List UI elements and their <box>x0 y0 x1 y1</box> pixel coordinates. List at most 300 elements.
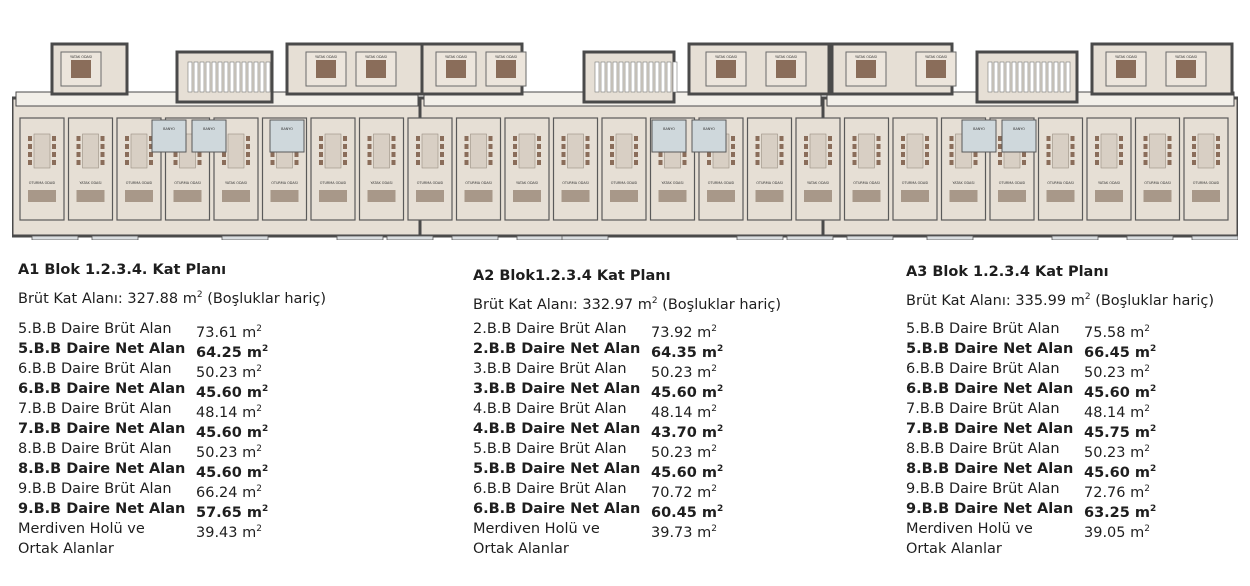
apartment-room <box>796 118 840 220</box>
room-label: YATAK ODASI <box>370 181 393 185</box>
stair-step <box>218 62 222 92</box>
balcony <box>517 236 563 240</box>
room-label: YATAK ODASI <box>925 55 947 59</box>
chair-icon <box>101 160 105 165</box>
chair-icon <box>246 160 250 165</box>
chair-icon <box>610 144 614 149</box>
bathroom <box>652 120 686 152</box>
room-label: YATAK ODASI <box>516 181 538 185</box>
chair-icon <box>52 152 56 157</box>
room-label: BANYO <box>281 127 293 131</box>
gross-area-row <box>473 319 781 339</box>
table-icon <box>616 134 632 168</box>
sofa-icon <box>465 190 493 202</box>
chair-icon <box>780 152 784 157</box>
sofa-icon <box>125 190 153 202</box>
room-label: YATAK ODASI <box>952 181 975 185</box>
block-title: A2 Blok1.2.3.4 Kat Planı <box>473 268 671 284</box>
block-title: A3 Blok 1.2.3.4 Kat Planı <box>906 264 1109 280</box>
area-label: 6.B.B Daire Brüt Alan <box>473 480 627 497</box>
chair-icon <box>853 160 857 165</box>
area-value: 60.45 $m^2$ <box>651 503 724 521</box>
table-icon <box>83 134 99 168</box>
chair-icon <box>1095 152 1099 157</box>
chair-icon <box>343 160 347 165</box>
net-area-row <box>473 459 781 479</box>
net-area-row <box>18 419 326 439</box>
sofa-icon <box>804 190 832 202</box>
stair-step <box>637 62 641 92</box>
stair-step <box>242 62 246 92</box>
chair-icon <box>465 160 469 165</box>
chair-icon <box>1071 144 1075 149</box>
room-label: OTURMA ODASI <box>125 181 153 185</box>
chair-icon <box>1047 152 1051 157</box>
area-value: 50.23 $m^2$ <box>1084 363 1150 381</box>
table-icon <box>1198 134 1214 168</box>
room-label: OTURMA ODASI <box>319 181 347 185</box>
gross-area-row <box>906 439 1214 459</box>
table-icon <box>810 134 826 168</box>
chair-icon <box>513 136 517 141</box>
room-label: YATAK ODASI <box>445 55 467 59</box>
chair-icon <box>440 160 444 165</box>
stair-step <box>212 62 216 92</box>
stair-step <box>266 62 270 92</box>
net-area-row <box>473 419 781 439</box>
stair-step <box>248 62 252 92</box>
sofa-icon <box>174 190 202 202</box>
stair-step <box>1024 62 1028 92</box>
area-label: 9.B.B Daire Brüt Alan <box>906 480 1060 497</box>
chair-icon <box>780 160 784 165</box>
sofa-icon <box>1095 190 1123 202</box>
chair-icon <box>950 152 954 157</box>
area-value: 39.43 $m^2$ <box>196 523 262 541</box>
apartment-room <box>893 118 937 220</box>
chair-icon <box>319 160 323 165</box>
sofa-icon <box>416 190 444 202</box>
stair-step <box>230 62 234 92</box>
stair-step <box>1012 62 1016 92</box>
stair-step <box>631 62 635 92</box>
area-label: 9.B.B Daire Net Alan <box>906 500 1074 517</box>
area-label: 8.B.B Daire Net Alan <box>18 460 186 477</box>
stair-step <box>619 62 623 92</box>
chair-icon <box>804 144 808 149</box>
area-value: 43.70 $m^2$ <box>651 423 724 441</box>
chair-icon <box>1192 144 1196 149</box>
table-icon <box>131 134 147 168</box>
chair-icon <box>368 136 372 141</box>
chair-icon <box>28 152 32 157</box>
chair-icon <box>877 144 881 149</box>
chair-icon <box>586 144 590 149</box>
chair-icon <box>901 144 905 149</box>
sofa-icon <box>998 190 1026 202</box>
area-label: 3.B.B Daire Brüt Alan <box>473 360 627 377</box>
balcony <box>452 236 498 240</box>
block-a1-info <box>18 262 326 559</box>
area-label: 7.B.B Daire Brüt Alan <box>906 400 1060 417</box>
area-value: 73.92 $m^2$ <box>651 323 717 341</box>
chair-icon <box>465 136 469 141</box>
chair-icon <box>1119 144 1123 149</box>
chair-icon <box>659 160 663 165</box>
chair-icon <box>1216 160 1220 165</box>
chair-icon <box>586 136 590 141</box>
area-value: 50.23 $m^2$ <box>1084 443 1150 461</box>
stair-step <box>200 62 204 92</box>
bed-icon <box>716 60 736 78</box>
sofa-icon <box>901 190 929 202</box>
chair-icon <box>1192 160 1196 165</box>
chair-icon <box>416 152 420 157</box>
apartment-room <box>1039 118 1083 220</box>
chair-icon <box>998 160 1002 165</box>
area-value: 45.60 $m^2$ <box>651 383 724 401</box>
gross-area-row <box>18 319 326 339</box>
chair-icon <box>756 160 760 165</box>
room-label: YATAK ODASI <box>79 181 102 185</box>
room-label: OTURMA ODASI <box>465 181 492 185</box>
chair-icon <box>998 136 1002 141</box>
chair-icon <box>731 144 735 149</box>
chair-icon <box>634 136 638 141</box>
stair-step <box>607 62 611 92</box>
chair-icon <box>440 152 444 157</box>
stair-step <box>206 62 210 92</box>
area-label: Merdiven Holü ve Ortak Alanlar <box>473 520 600 557</box>
room-label: OTURMA ODASI <box>853 181 880 185</box>
stair-step <box>655 62 659 92</box>
chair-icon <box>489 144 493 149</box>
stair-step <box>625 62 629 92</box>
chair-icon <box>174 152 178 157</box>
table-icon <box>568 134 584 168</box>
chair-icon <box>319 144 323 149</box>
area-value: 48.14 $m^2$ <box>1084 403 1150 421</box>
room-label: YATAK ODASI <box>855 55 877 59</box>
chair-icon <box>198 160 202 165</box>
net-area-row <box>18 339 326 359</box>
area-label: 7.B.B Daire Net Alan <box>18 420 186 437</box>
apartment-room <box>20 118 64 220</box>
area-label: 6.B.B Daire Brüt Alan <box>18 360 172 377</box>
chair-icon <box>659 152 663 157</box>
chair-icon <box>174 160 178 165</box>
net-area-row <box>906 339 1214 359</box>
chair-icon <box>1071 136 1075 141</box>
chair-icon <box>489 152 493 157</box>
sofa-icon <box>319 190 347 202</box>
area-label: 2.B.B Daire Net Alan <box>473 340 641 357</box>
room-label: OTURMA ODASI <box>174 181 201 185</box>
net-area-row <box>906 379 1214 399</box>
chair-icon <box>416 160 420 165</box>
sofa-icon <box>1192 190 1220 202</box>
gross-area-row <box>18 439 326 459</box>
chair-icon <box>950 144 954 149</box>
chair-icon <box>392 152 396 157</box>
common-area-row <box>18 519 326 559</box>
area-label: 4.B.B Daire Net Alan <box>473 420 641 437</box>
chair-icon <box>125 144 129 149</box>
balcony <box>847 236 893 240</box>
area-value: 48.14 $m^2$ <box>651 403 717 421</box>
chair-icon <box>392 160 396 165</box>
table-icon <box>422 134 438 168</box>
area-label: 6.B.B Daire Brüt Alan <box>906 360 1060 377</box>
sofa-icon <box>222 190 250 202</box>
room-label: YATAK ODASI <box>225 181 247 185</box>
room-label: BANYO <box>703 127 715 131</box>
table-icon <box>1053 134 1069 168</box>
bathroom <box>1002 120 1036 152</box>
sofa-icon <box>707 190 735 202</box>
chair-icon <box>925 136 929 141</box>
chair-icon <box>756 144 760 149</box>
balcony <box>92 236 138 240</box>
table-icon <box>374 134 390 168</box>
net-area-row <box>18 459 326 479</box>
chair-icon <box>925 144 929 149</box>
area-value: 50.23 $m^2$ <box>196 443 262 461</box>
gross-area-row <box>906 359 1214 379</box>
area-label: 8.B.B Daire Brüt Alan <box>18 440 172 457</box>
chair-icon <box>853 136 857 141</box>
table-icon <box>519 134 535 168</box>
chair-icon <box>610 136 614 141</box>
chair-icon <box>634 152 638 157</box>
stair-step <box>649 62 653 92</box>
balcony <box>222 236 268 240</box>
chair-icon <box>537 144 541 149</box>
table-icon <box>907 134 923 168</box>
stair-step <box>188 62 192 92</box>
stair-step <box>254 62 258 92</box>
sofa-icon <box>28 190 56 202</box>
chair-icon <box>52 136 56 141</box>
area-value: 48.14 $m^2$ <box>196 403 262 421</box>
sofa-icon <box>513 190 541 202</box>
stair-step <box>1066 62 1070 92</box>
chair-icon <box>1168 152 1172 157</box>
chair-icon <box>125 152 129 157</box>
balcony <box>927 236 973 240</box>
room-label: OTURMA ODASI <box>707 181 735 185</box>
balcony <box>1052 236 1098 240</box>
sofa-icon <box>853 190 881 202</box>
chair-icon <box>828 160 832 165</box>
chair-icon <box>343 136 347 141</box>
chair-icon <box>52 144 56 149</box>
area-label: 9.B.B Daire Brüt Alan <box>18 480 172 497</box>
room-label: YATAK ODASI <box>495 55 517 59</box>
stair-step <box>1036 62 1040 92</box>
sofa-icon <box>1144 190 1172 202</box>
apartment-room <box>602 118 646 220</box>
chair-icon <box>416 144 420 149</box>
area-label: Merdiven Holü ve Ortak Alanlar <box>18 520 145 557</box>
stair-step <box>194 62 198 92</box>
table-icon <box>471 134 487 168</box>
chair-icon <box>1216 136 1220 141</box>
chair-icon <box>28 136 32 141</box>
bed-icon <box>1116 60 1136 78</box>
chair-icon <box>1144 136 1148 141</box>
table-icon <box>1101 134 1117 168</box>
area-value: 45.75 $m^2$ <box>1084 423 1157 441</box>
chair-icon <box>1022 160 1026 165</box>
apartment-room <box>554 118 598 220</box>
area-value: 39.05 $m^2$ <box>1084 523 1150 541</box>
gross-area-row <box>473 439 781 459</box>
area-label: 8.B.B Daire Net Alan <box>906 460 1074 477</box>
chair-icon <box>780 136 784 141</box>
room-label: YATAK ODASI <box>1098 181 1120 185</box>
area-value: 45.60 $m^2$ <box>196 383 269 401</box>
chair-icon <box>828 144 832 149</box>
chair-icon <box>368 152 372 157</box>
chair-icon <box>1047 136 1051 141</box>
chair-icon <box>1119 160 1123 165</box>
chair-icon <box>489 160 493 165</box>
chair-icon <box>125 136 129 141</box>
sofa-icon <box>756 190 784 202</box>
stair-step <box>1018 62 1022 92</box>
area-label: 5.B.B Daire Net Alan <box>473 460 641 477</box>
room-label: YATAK ODASI <box>315 55 337 59</box>
chair-icon <box>731 152 735 157</box>
area-value: 45.60 $m^2$ <box>196 463 269 481</box>
chair-icon <box>392 136 396 141</box>
chair-icon <box>1168 160 1172 165</box>
chair-icon <box>1144 152 1148 157</box>
gross-area-row <box>18 479 326 499</box>
chair-icon <box>1168 136 1172 141</box>
gross-area-row <box>906 399 1214 419</box>
chair-icon <box>780 144 784 149</box>
apartment-room <box>408 118 452 220</box>
area-label: 6.B.B Daire Net Alan <box>473 500 641 517</box>
common-area-row <box>906 519 1214 559</box>
apartment-room <box>1136 118 1180 220</box>
chair-icon <box>998 144 1002 149</box>
chair-icon <box>1192 152 1196 157</box>
area-label: 3.B.B Daire Net Alan <box>473 380 641 397</box>
area-value: 45.60 $m^2$ <box>1084 463 1157 481</box>
stair-step <box>673 62 677 92</box>
chair-icon <box>1216 144 1220 149</box>
net-area-row <box>906 459 1214 479</box>
room-label: OTURMA ODASI <box>610 181 638 185</box>
area-label: 4.B.B Daire Brüt Alan <box>473 400 627 417</box>
chair-icon <box>246 144 250 149</box>
bathroom <box>692 120 726 152</box>
bathroom <box>192 120 226 152</box>
stair-step <box>643 62 647 92</box>
block-a2-info <box>473 268 781 559</box>
room-label: OTURMA ODASI <box>416 181 444 185</box>
chair-icon <box>1144 160 1148 165</box>
area-value: 66.45 $m^2$ <box>1084 343 1157 361</box>
gross-floor-area: Brüt Kat Alanı: 332.97 $m^2$ (Boşluklar hariç) <box>473 296 782 313</box>
chair-icon <box>343 152 347 157</box>
gross-area-row <box>473 399 781 419</box>
table-icon <box>859 134 875 168</box>
area-value: 39.73 $m^2$ <box>651 523 717 541</box>
stair-step <box>667 62 671 92</box>
room-label: OTURMA ODASI <box>271 181 298 185</box>
chair-icon <box>222 152 226 157</box>
chair-icon <box>440 144 444 149</box>
chair-icon <box>634 144 638 149</box>
area-value: 50.23 $m^2$ <box>651 443 717 461</box>
floor-plan-image <box>12 40 1238 240</box>
room-label: BANYO <box>1013 127 1025 131</box>
sofa-icon <box>77 190 105 202</box>
room-label: BANYO <box>163 127 175 131</box>
room-label: OTURMA ODASI <box>756 181 783 185</box>
area-value: 64.35 $m^2$ <box>651 343 724 361</box>
chair-icon <box>440 136 444 141</box>
area-label: Merdiven Holü ve Ortak Alanlar <box>906 520 1033 557</box>
chair-icon <box>1216 152 1220 157</box>
chair-icon <box>683 152 687 157</box>
chair-icon <box>319 136 323 141</box>
room-label: YATAK ODASI <box>661 181 684 185</box>
apartment-room <box>1087 118 1131 220</box>
chair-icon <box>77 160 81 165</box>
area-label: 2.B.B Daire Brüt Alan <box>473 320 627 337</box>
stair-step <box>601 62 605 92</box>
chair-icon <box>537 160 541 165</box>
stair-step <box>224 62 228 92</box>
area-value: 57.65 $m^2$ <box>196 503 269 521</box>
balcony <box>1127 236 1173 240</box>
sofa-icon <box>271 190 299 202</box>
net-area-row <box>18 499 326 519</box>
room-label: OTURMA ODASI <box>1047 181 1074 185</box>
area-value: 75.58 $m^2$ <box>1084 323 1150 341</box>
chair-icon <box>1168 144 1172 149</box>
room-label: OTURMA ODASI <box>562 181 589 185</box>
chair-icon <box>1192 136 1196 141</box>
chair-icon <box>77 136 81 141</box>
chair-icon <box>246 152 250 157</box>
area-label: 9.B.B Daire Net Alan <box>18 500 186 517</box>
stair-step <box>1060 62 1064 92</box>
chair-icon <box>683 160 687 165</box>
chair-icon <box>901 136 905 141</box>
chair-icon <box>877 160 881 165</box>
chair-icon <box>295 160 299 165</box>
area-label: 5.B.B Daire Brüt Alan <box>473 440 627 457</box>
room-label: YATAK ODASI <box>70 55 92 59</box>
chair-icon <box>877 152 881 157</box>
chair-icon <box>77 152 81 157</box>
area-value: 63.25 $m^2$ <box>1084 503 1157 521</box>
bed-icon <box>366 60 386 78</box>
area-value: 73.61 $m^2$ <box>196 323 262 341</box>
area-label: 7.B.B Daire Net Alan <box>906 420 1074 437</box>
sofa-icon <box>1047 190 1075 202</box>
bed-icon <box>856 60 876 78</box>
chair-icon <box>1095 136 1099 141</box>
block-title: A1 Blok 1.2.3.4. Kat Planı <box>18 262 227 278</box>
chair-icon <box>465 152 469 157</box>
